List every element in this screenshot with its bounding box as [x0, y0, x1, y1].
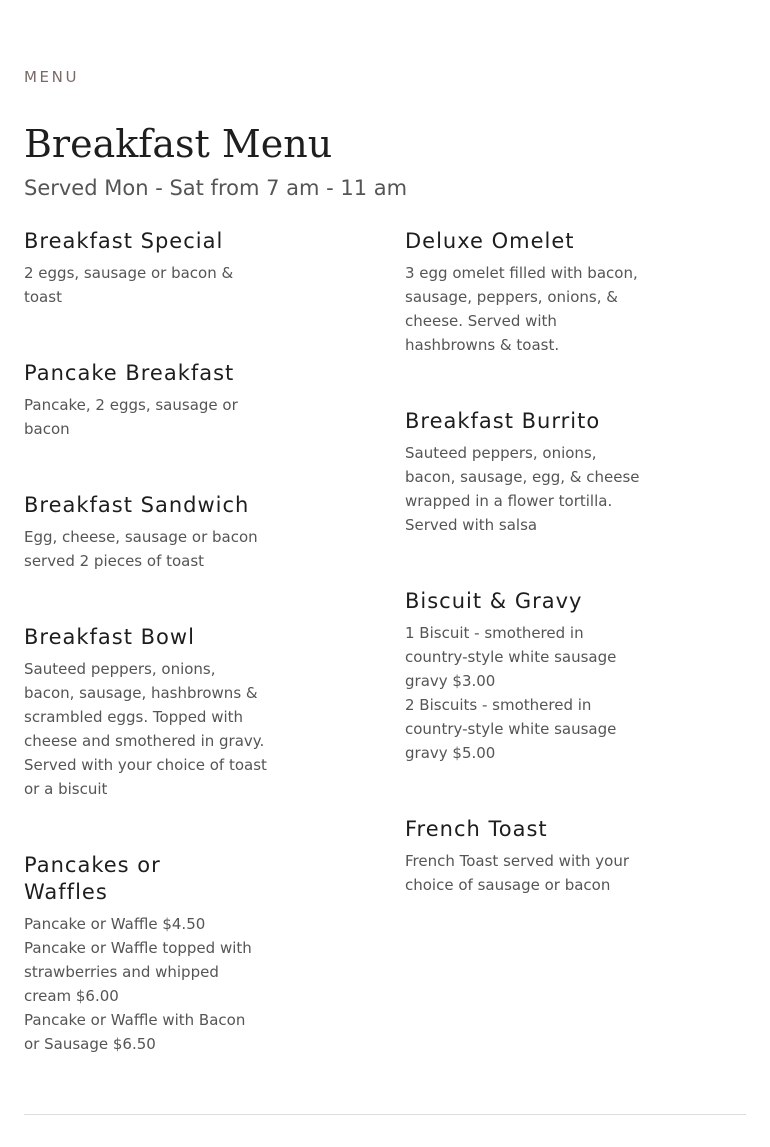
menu-item-breakfast-bowl: [24, 624, 269, 801]
menu-item-name: Breakfast Sandwich: [24, 493, 250, 517]
menu-item-name: Breakfast Special: [24, 229, 224, 253]
page-subtitle: Served Mon - Sat from 7 am - 11 am: [24, 176, 408, 200]
menu-item-pancakes-or-waffles: [24, 852, 264, 1056]
menu-item-breakfast-sandwich: [24, 492, 269, 573]
menu-item-name: Pancake Breakfast: [24, 361, 235, 385]
menu-item-deluxe-omelet: [405, 228, 650, 357]
menu-item-breakfast-special: [24, 228, 269, 309]
menu-item-name: Deluxe Omelet: [405, 229, 575, 253]
menu-item-french-toast: [405, 816, 650, 897]
menu-item-breakfast-burrito: [405, 408, 650, 537]
menu-item-pancake-breakfast: [24, 360, 269, 441]
menu-item-description: Sauteed peppers, onions, bacon, sausage, egg, & cheese wrapped in a flower tortilla. Served with salsa: [405, 444, 640, 534]
menu-eyebrow: MENU: [24, 68, 80, 86]
menu-item-description: Egg, cheese, sausage or bacon served 2 pieces of toast: [24, 528, 258, 570]
menu-item-description: 1 Biscuit - smothered in country-style white sausage gravy $3.00 2 Biscuits - smothered in country-style white sausage gravy $5.00: [405, 624, 617, 762]
menu-item-description: French Toast served with your choice of sausage or bacon: [405, 852, 630, 894]
menu-item-name: Biscuit & Gravy: [405, 589, 583, 613]
menu-item-name: Breakfast Bowl: [24, 625, 195, 649]
menu-item-description: Sauteed peppers, onions, bacon, sausage, hashbrowns & scrambled eggs. Topped with cheese and smothered in gravy. Served with your choice of toast or a biscuit: [24, 660, 267, 798]
footer-divider: [24, 1114, 746, 1115]
menu-item-description: 2 eggs, sausage or bacon & toast: [24, 264, 234, 306]
menu-item-name: Breakfast Burrito: [405, 409, 601, 433]
menu-item-name: French Toast: [405, 817, 548, 841]
menu-item-description: Pancake, 2 eggs, sausage or bacon: [24, 396, 238, 438]
menu-item-description: Pancake or Waffle $4.50 Pancake or Waffle topped with strawberries and whipped cream $6.00 Pancake or Waffle with Bacon or Sausage $6.50: [24, 915, 252, 1053]
menu-item-name: Pancakes or Waffles: [24, 853, 161, 904]
menu-item-description: 3 egg omelet filled with bacon, sausage, peppers, onions, & cheese. Served with hashbrowns & toast.: [405, 264, 638, 354]
page-title: Breakfast Menu: [24, 122, 333, 166]
menu-item-biscuit-and-gravy: [405, 588, 640, 765]
